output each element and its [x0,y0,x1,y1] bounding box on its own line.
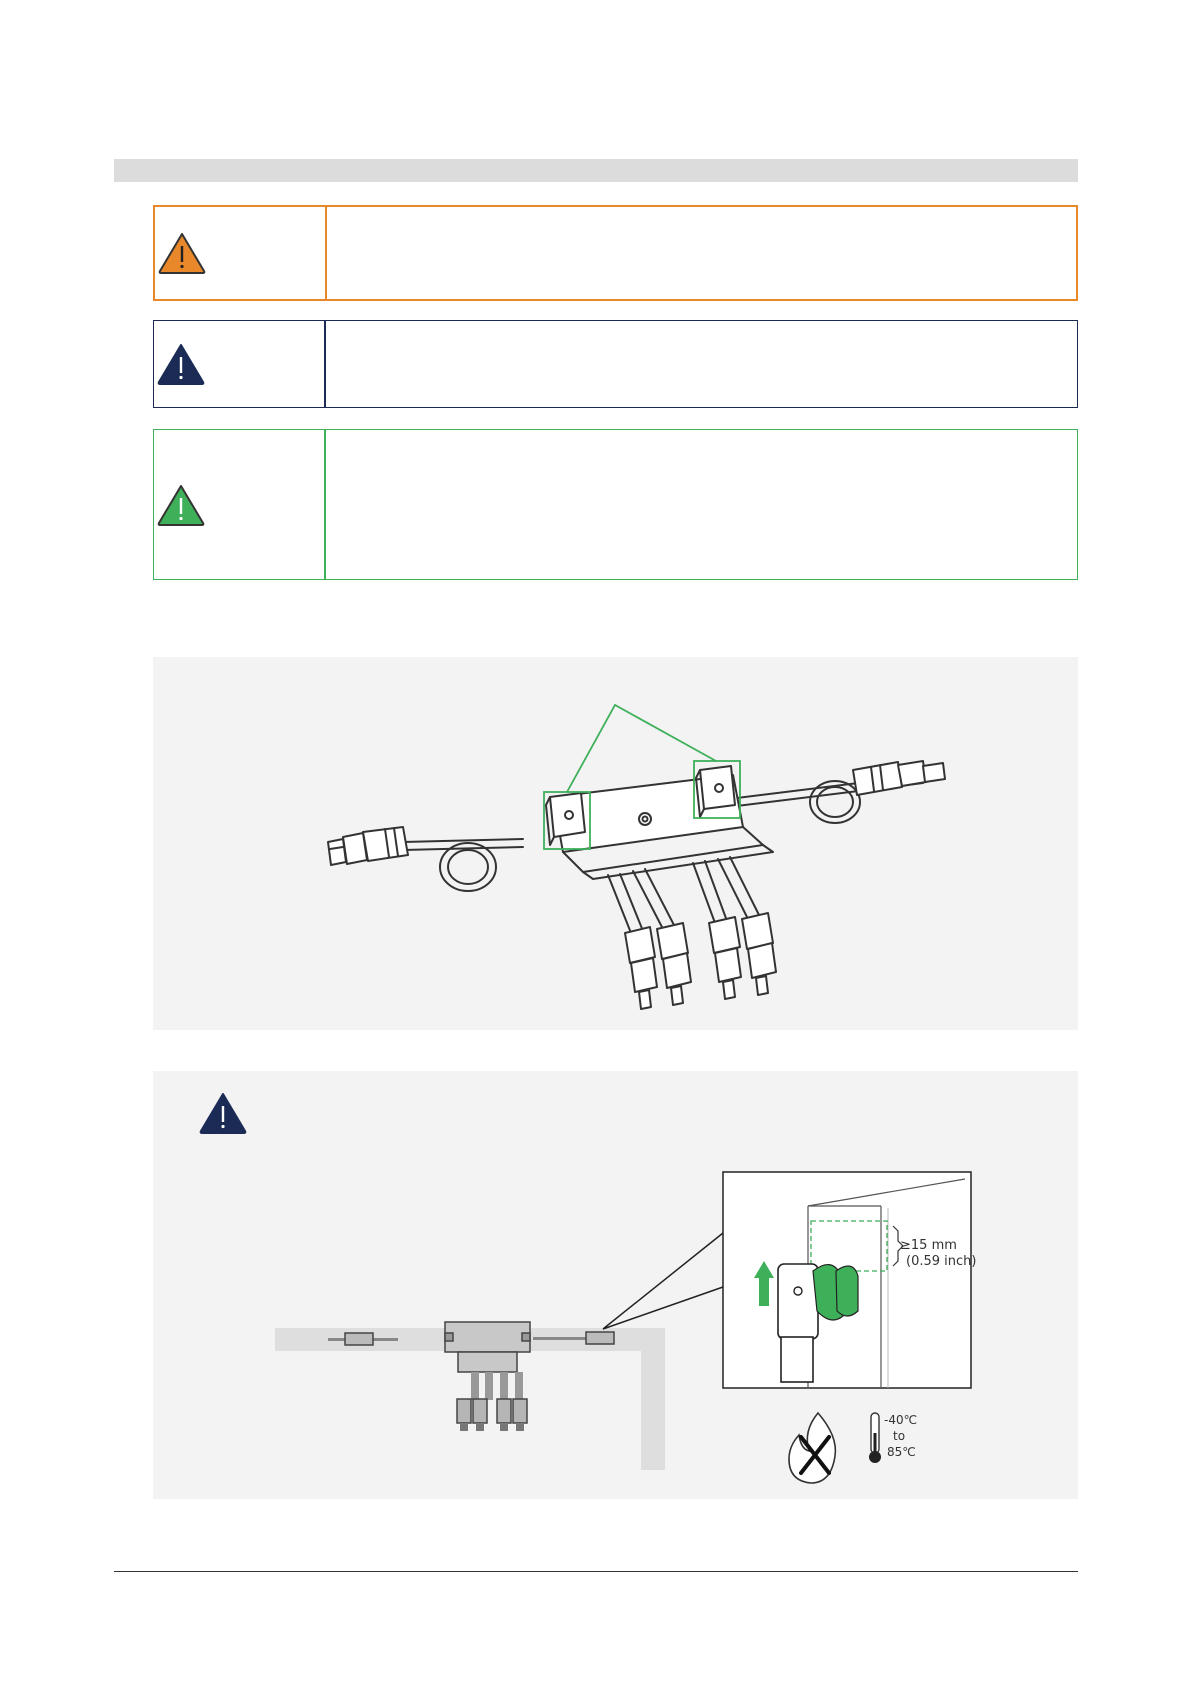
mounting-illustration [153,1071,1078,1499]
warning-notice [153,205,1078,301]
caution-notice-text [326,321,1077,407]
temp-min-label: -40℃ [884,1413,918,1427]
section-header-bar [114,159,1078,182]
connector-figure-panel [153,657,1078,1030]
footer-rule [114,1571,1078,1572]
no-fire-icon [789,1413,835,1483]
temp-max-label: 85℃ [887,1445,916,1459]
clearance-value-label: ≥15 mm [900,1238,957,1253]
thermometer-icon [869,1413,881,1463]
device-on-rail [328,1322,614,1431]
caution-notice-icon-cell [154,321,326,407]
note-notice-text [326,430,1077,579]
caution-notice [153,320,1078,408]
caution-triangle-icon [156,342,206,386]
warning-notice-icon-cell [155,207,327,299]
temp-to-label: to [893,1429,906,1443]
connector-illustration [153,657,1078,1030]
note-notice-icon-cell [154,430,326,579]
mounting-figure-panel [153,1071,1078,1499]
note-triangle-icon [156,483,206,527]
warning-triangle-icon [157,231,207,275]
clearance-imperial-label: (0.59 inch) [906,1254,977,1269]
note-notice [153,429,1078,580]
warning-notice-text [327,207,1076,299]
clearance-detail-box [723,1172,971,1388]
caution-triangle-icon [201,1094,246,1133]
